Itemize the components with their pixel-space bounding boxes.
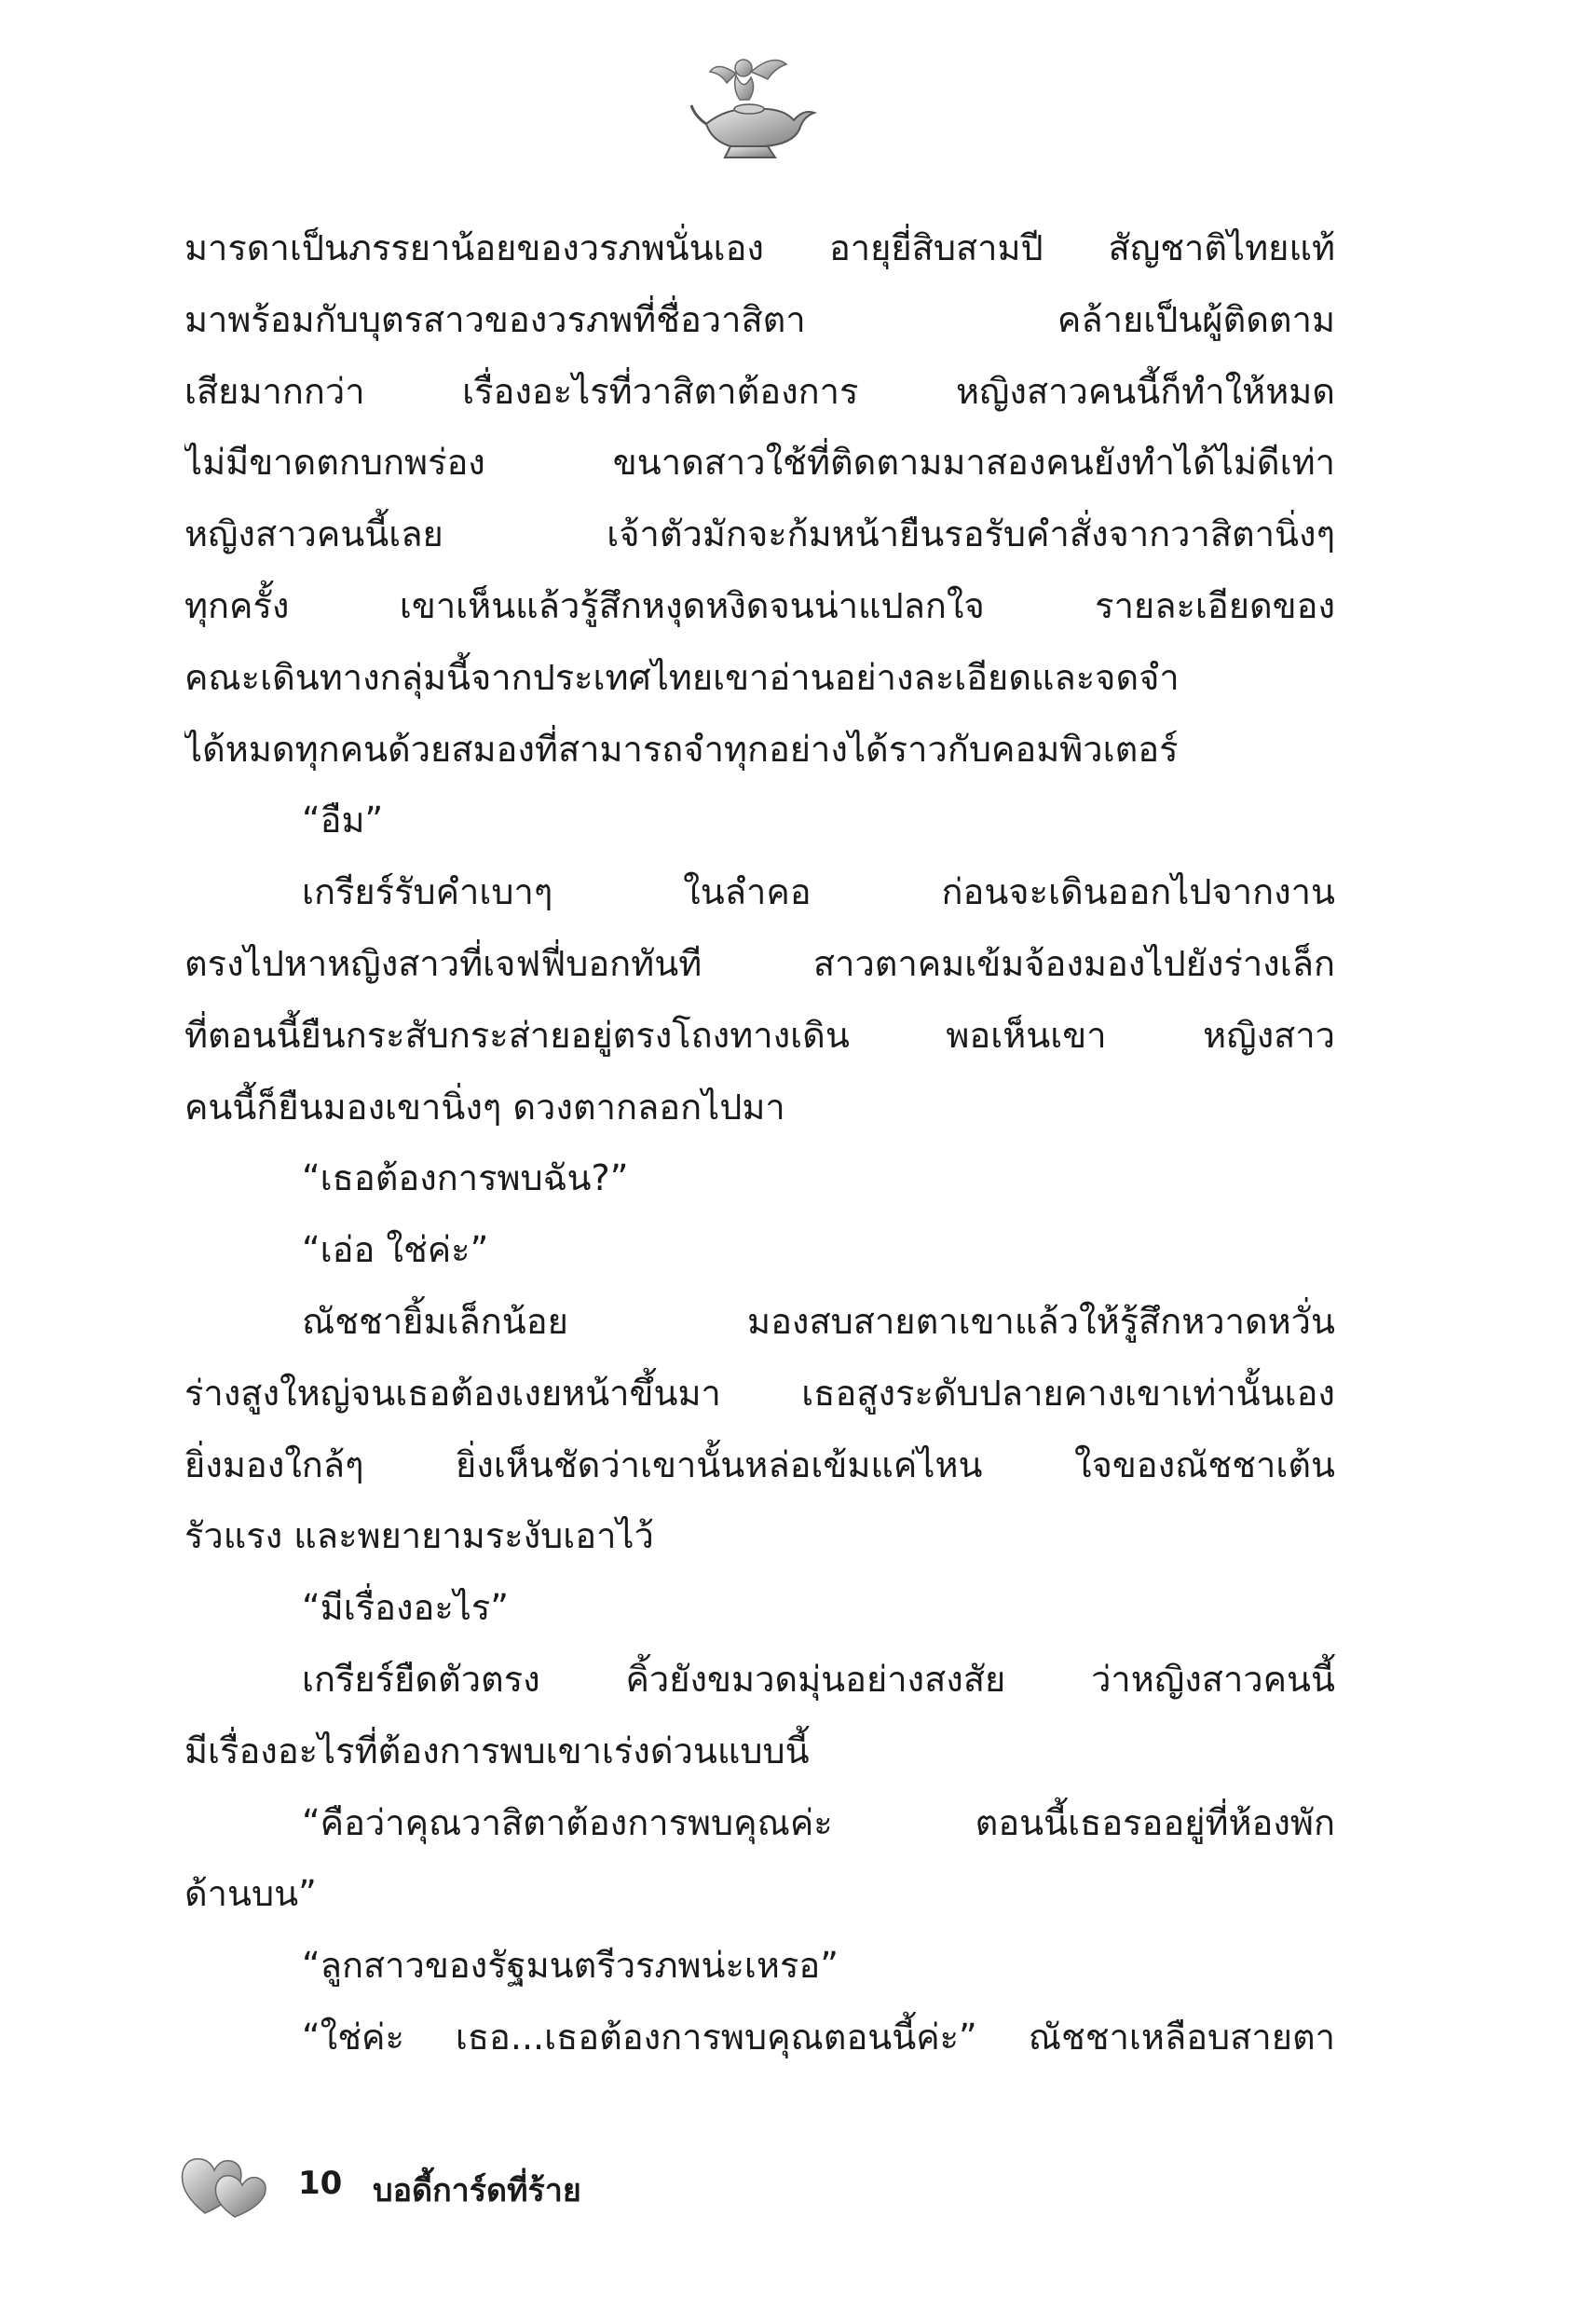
page-number: 10 — [298, 2165, 343, 2202]
dialogue-line: “มีเรื่องอะไร” — [302, 1587, 509, 1629]
text-line: เกรียร์ยืดตัวตรง คิ้วยังขมวดมุ่นอย่างสงสัย ว่าหญิงสาวคนนี้ — [302, 1658, 1335, 1700]
dialogue-line: “เอ่อ ใช่ค่ะ” — [302, 1229, 489, 1271]
text-line: ร่างสูงใหญ่จนเธอต้องเงยหน้าขึ้นมา เธอสูงระดับปลายคางเขาเท่านั้นเอง — [184, 1372, 1335, 1414]
dialogue-line: “ใช่ค่ะ เธอ...เธอต้องการพบคุณตอนนี้ค่ะ” ณัชชาเหลือบสายตา — [302, 2016, 1335, 2058]
dialogue-line: “อืม” — [302, 800, 384, 841]
text-line: เสียมากกว่า เรื่องอะไรที่วาสิตาต้องการ หญิงสาวคนนี้ก็ทำให้หมด — [184, 370, 1335, 412]
text-line: เกรียร์รับคำเบาๆ ในลำคอ ก่อนจะเดินออกไปจากงาน — [302, 871, 1335, 913]
text-line: ยิ่งมองใกล้ๆ ยิ่งเห็นชัดว่าเขานั้นหล่อเข้มแค่ไหน ใจของณัชชาเต้น — [184, 1443, 1335, 1485]
body-text — [184, 212, 1335, 2123]
page-footer — [177, 2148, 922, 2222]
text-line: ตรงไปหาหญิงสาวที่เจฟฟี่บอกทันที สาวตาคมเข้มจ้องมองไปยังร่างเล็ก — [184, 942, 1335, 984]
text-line: ได้หมดทุกคนด้วยสมองที่สามารถจำทุกอย่างได้ราวกับคอมพิวเตอร์ — [184, 728, 1179, 770]
dialogue-line: “คือว่าคุณวาสิตาต้องการพบคุณค่ะ ตอนนี้เธอรออยู่ที่ห้องพัก — [302, 1801, 1335, 1843]
text-line: มาพร้อมกับบุตรสาวของวรภพที่ชื่อวาสิตา คล้ายเป็นผู้ติดตาม — [184, 298, 1335, 340]
book-title: บอดี้การ์ดที่ร้าย — [373, 2172, 581, 2209]
text-line: มารดาเป็นภรรยาน้อยของวรภพนั่นเอง อายุยี่สิบสามปี สัญชาติไทยแท้ — [184, 227, 1335, 268]
text-line: ไม่มีขาดตกบกพร่อง ขนาดสาวใช้ที่ติดตามมาสองคนยังทำได้ไม่ดีเท่า — [184, 442, 1335, 484]
text-line: หญิงสาวคนนี้เลย เจ้าตัวมักจะก้มหน้ายืนรอรับคำสั่งจากวาสิตานิ่งๆ — [184, 513, 1335, 555]
dialogue-line: “ลูกสาวของรัฐมนตรีวรภพน่ะเหรอ” — [302, 1945, 839, 1987]
text-line: ด้านบน” — [184, 1873, 317, 1915]
two-hearts-icon — [177, 2148, 270, 2221]
text-line: รัวแรง และพยายามระงับเอาไว้ — [184, 1515, 654, 1557]
text-line: ทุกครั้ง เขาเห็นแล้วรู้สึกหงุดหงิดจนน่าแปลกใจ รายละเอียดของ — [184, 584, 1335, 626]
text-line: คณะเดินทางกลุ่มนี้จากประเทศไทยเขาอ่านอย่างละเอียดและจดจำ — [184, 656, 1180, 698]
text-line: มีเรื่องอะไรที่ต้องการพบเขาเร่งด่วนแบบนี้ — [184, 1730, 810, 1771]
text-line: คนนี้ก็ยืนมองเขานิ่งๆ ดวงตากลอกไปมา — [184, 1086, 785, 1128]
text-line: ณัชชายิ้มเล็กน้อย มองสบสายตาเขาแล้วให้รู้สึกหวาดหวั่น — [302, 1300, 1335, 1342]
text-line: ที่ตอนนี้ยืนกระสับกระส่ายอยู่ตรงโถงทางเดิน พอเห็นเขา หญิงสาว — [184, 1014, 1335, 1056]
genie-lamp-with-cupid-icon — [689, 51, 820, 163]
dialogue-line: “เธอต้องการพบฉัน?” — [302, 1157, 629, 1199]
